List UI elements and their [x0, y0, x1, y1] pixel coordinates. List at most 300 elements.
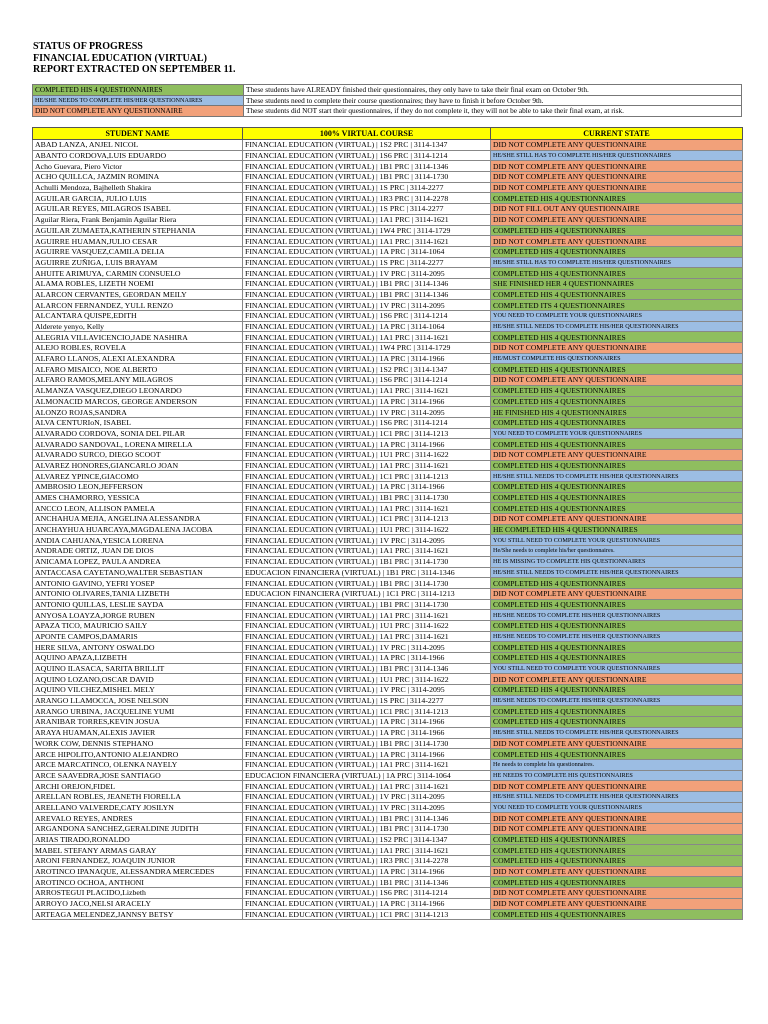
- state-cell: YOU NEED TO COMPLETE YOUR QUESTIONNAIRES: [491, 311, 743, 322]
- state-cell: HE COMPLETED HIS 4 QUESTIONNAIRES: [491, 524, 743, 535]
- student-name-cell: ALEJO ROBLES, ROVELA: [33, 343, 243, 354]
- course-cell: FINANCIAL EDUCATION (VIRTUAL) | 1U1 PRC | 3114-1622: [243, 620, 491, 631]
- state-cell: YOU STILL NEED TO COMPLETE YOUR QUESTIONNAIRES: [491, 535, 743, 546]
- course-cell: FINANCIAL EDUCATION (VIRTUAL) | 1U1 PRC | 3114-1622: [243, 449, 491, 460]
- column-header-course: 100% VIRTUAL COURSE: [243, 128, 491, 140]
- table-row: [33, 364, 743, 375]
- legend-label: DID NOT COMPLETE ANY QUESTIONNAIRE: [33, 106, 244, 117]
- table-row: [33, 353, 743, 364]
- course-cell: FINANCIAL EDUCATION (VIRTUAL) | 1A PRC | 3114-1064: [243, 321, 491, 332]
- table-row: [33, 685, 743, 696]
- state-cell: DID NOT COMPLETE ANY QUESTIONNAIRE: [491, 172, 743, 183]
- course-cell: FINANCIAL EDUCATION (VIRTUAL) | 1B1 PRC | 3114-1730: [243, 578, 491, 589]
- table-row: [33, 898, 743, 909]
- student-name-cell: AQUINO APAZA,LIZBETH: [33, 653, 243, 664]
- course-cell: FINANCIAL EDUCATION (VIRTUAL) | 1C1 PRC | 3114-1213: [243, 514, 491, 525]
- student-name-cell: ARELLAN ROBLES, JEANETH FIORELLA: [33, 791, 243, 802]
- state-cell: HE/SHE NEEDS TO COMPLETE HIS/HER QUESTIONNAIRES: [491, 610, 743, 621]
- student-name-cell: ANCHAHUA MEJIA, ANGELINA ALESSANDRA: [33, 514, 243, 525]
- state-cell: DID NOT COMPLETE ANY QUESTIONNAIRE: [491, 236, 743, 247]
- state-cell: COMPLETED HIS 4 QUESTIONNAIRES: [491, 877, 743, 888]
- table-row: [33, 802, 743, 813]
- table-row: [33, 749, 743, 760]
- state-cell: DID NOT FILL OUT ANY QUESTIONNAIRE: [491, 204, 743, 215]
- table-row: [33, 428, 743, 439]
- course-cell: FINANCIAL EDUCATION (VIRTUAL) | 1A1 PRC | 3114-1621: [243, 236, 491, 247]
- student-name-cell: ALFARO LLANOS, ALEXI ALEXANDRA: [33, 353, 243, 364]
- course-cell: FINANCIAL EDUCATION (VIRTUAL) | 1C1 PRC | 3114-1213: [243, 706, 491, 717]
- student-name-cell: ANCCO LEON, ALLISON PAMELA: [33, 503, 243, 514]
- state-cell: COMPLETED HIS 4 QUESTIONNAIRES: [491, 460, 743, 471]
- table-row: [33, 834, 743, 845]
- table-row: [33, 204, 743, 215]
- table-row: [33, 556, 743, 567]
- course-cell: FINANCIAL EDUCATION (VIRTUAL) | 1C1 PRC | 3114-1213: [243, 471, 491, 482]
- column-header-current-state: CURRENT STATE: [491, 128, 743, 140]
- course-cell: FINANCIAL EDUCATION (VIRTUAL) | 1S6 PRC | 3114-1214: [243, 311, 491, 322]
- state-cell: DID NOT COMPLETE ANY QUESTIONNAIRE: [491, 375, 743, 386]
- table-row: [33, 791, 743, 802]
- table-row: [33, 845, 743, 856]
- table-row: [33, 706, 743, 717]
- legend-table: [32, 84, 742, 117]
- legend-row: [33, 85, 742, 96]
- state-cell: HE NEEDS TO COMPLETE HIS QUESTIONNAIRES: [491, 770, 743, 781]
- state-cell: COMPLETED HIS 4 QUESTIONNAIRES: [491, 620, 743, 631]
- student-name-cell: ALCANTARA QUISPE,EDITH: [33, 311, 243, 322]
- table-row: [33, 385, 743, 396]
- course-cell: FINANCIAL EDUCATION (VIRTUAL) | 1S PRC | 3114-2277: [243, 182, 491, 193]
- course-cell: FINANCIAL EDUCATION (VIRTUAL) | 1C1 PRC | 3114-1213: [243, 428, 491, 439]
- state-cell: HE/MUST COMPLETE HIS QUESTIONNAIRES: [491, 353, 743, 364]
- table-row: [33, 674, 743, 685]
- course-cell: FINANCIAL EDUCATION (VIRTUAL) | 1A PRC | 3114-1966: [243, 439, 491, 450]
- student-name-cell: MABEL STEFANY ARMAS GARAY: [33, 845, 243, 856]
- course-cell: FINANCIAL EDUCATION (VIRTUAL) | 1B1 PRC | 3114-1730: [243, 824, 491, 835]
- state-cell: COMPLETED HIS 4 QUESTIONNAIRES: [491, 193, 743, 204]
- table-row: [33, 695, 743, 706]
- student-name-cell: AQUINO VILCHEZ,MISHEL MELY: [33, 685, 243, 696]
- student-name-cell: ARTEAGA MELENDEZ,JANNSY BETSY: [33, 909, 243, 920]
- state-cell: HE/SHE STILL NEEDS TO COMPLETE HIS/HER QUESTIONNAIRES: [491, 727, 743, 738]
- course-cell: FINANCIAL EDUCATION (VIRTUAL) | 1A1 PRC | 3114-1621: [243, 214, 491, 225]
- table-row: [33, 503, 743, 514]
- student-name-cell: ARCE MARCATINCO, OLENKA NAYELY: [33, 759, 243, 770]
- course-cell: FINANCIAL EDUCATION (VIRTUAL) | 1A1 PRC | 3114-1621: [243, 460, 491, 471]
- course-cell: FINANCIAL EDUCATION (VIRTUAL) | 1A1 PRC | 3114-1621: [243, 610, 491, 621]
- state-cell: HE/SHE STILL NEEDS TO COMPLETE HIS/HER QUESTIONNAIRES: [491, 321, 743, 332]
- table-row: [33, 246, 743, 257]
- state-cell: HE/SHE STILL NEEDS TO COMPLETE HIS/HER QUESTIONNAIRES: [491, 471, 743, 482]
- student-name-cell: ARCHI OREJON,FIDEL: [33, 781, 243, 792]
- student-name-cell: ANDIA CAHUANA,YESICA LORENA: [33, 535, 243, 546]
- course-cell: FINANCIAL EDUCATION (VIRTUAL) | 1R3 PRC | 3114-2278: [243, 856, 491, 867]
- course-cell: EDUCACION FINANCIERA (VIRTUAL) | 1A PRC | 3114-1064: [243, 770, 491, 781]
- student-name-cell: AQUINO LOZANO,OSCAR DAVID: [33, 674, 243, 685]
- student-name-cell: AGUIRRE HUAMAN,JULIO CESAR: [33, 236, 243, 247]
- state-cell: YOU STILL NEED TO COMPLETE YOUR QUESTIONNAIRES: [491, 663, 743, 674]
- state-cell: COMPLETED HIS 4 QUESTIONNAIRES: [491, 642, 743, 653]
- students-table: [32, 127, 743, 920]
- state-cell: DID NOT COMPLETE ANY QUESTIONNAIRE: [491, 738, 743, 749]
- student-name-cell: ARCE SAAVEDRA,JOSE SANTIAGO: [33, 770, 243, 781]
- state-cell: COMPLETED HIS 4 QUESTIONNAIRES: [491, 385, 743, 396]
- course-cell: FINANCIAL EDUCATION (VIRTUAL) | 1B1 PRC | 3114-1730: [243, 172, 491, 183]
- course-cell: FINANCIAL EDUCATION (VIRTUAL) | 1B1 PRC | 3114-1730: [243, 556, 491, 567]
- student-name-cell: ALARCON CERVANTES, GEORDAN MEILY: [33, 289, 243, 300]
- column-header-student-name: STUDENT NAME: [33, 128, 243, 140]
- table-row: [33, 824, 743, 835]
- state-cell: COMPLETED HIS 4 QUESTIONNAIRES: [491, 268, 743, 279]
- student-name-cell: Acho Guevara, Piero Victor: [33, 161, 243, 172]
- table-row: [33, 343, 743, 354]
- state-cell: COMPLETED HIS 4 QUESTIONNAIRES: [491, 482, 743, 493]
- table-row: [33, 717, 743, 728]
- table-row: [33, 214, 743, 225]
- course-cell: FINANCIAL EDUCATION (VIRTUAL) | 1A PRC | 3114-1966: [243, 866, 491, 877]
- student-name-cell: ALAMA ROBLES, LIZETH NOEMI: [33, 278, 243, 289]
- state-cell: COMPLETED HIS 4 QUESTIONNAIRES: [491, 225, 743, 236]
- student-name-cell: ALVAREZ YPINCE,GIACOMO: [33, 471, 243, 482]
- table-row: [33, 150, 743, 161]
- student-name-cell: APAZA TICO, MAURICIO SAILY: [33, 620, 243, 631]
- state-cell: HE FINISHED HIS 4 QUESTIONNAIRES: [491, 407, 743, 418]
- table-row: [33, 546, 743, 557]
- course-cell: FINANCIAL EDUCATION (VIRTUAL) | 1A1 PRC | 3114-1621: [243, 759, 491, 770]
- table-row: [33, 278, 743, 289]
- student-name-cell: Aguilar Riera, Frank Benjamin Aguilar Riera: [33, 214, 243, 225]
- state-cell: DID NOT COMPLETE ANY QUESTIONNAIRE: [491, 781, 743, 792]
- table-row: [33, 866, 743, 877]
- student-name-cell: ALVARADO SANDOVAL, LORENA MIRELLA: [33, 439, 243, 450]
- student-name-cell: AHUITE ARIMUYA, CARMIN CONSUELO: [33, 268, 243, 279]
- legend-label: HE/SHE NEEDS TO COMPLETE HIS/HER QUESTIONNAIRES: [33, 95, 244, 106]
- state-cell: DID NOT COMPLETE ANY QUESTIONNAIRE: [491, 898, 743, 909]
- student-name-cell: ANICAMA LOPEZ, PAULA ANDREA: [33, 556, 243, 567]
- state-cell: DID NOT COMPLETE ANY QUESTIONNAIRE: [491, 824, 743, 835]
- state-cell: COMPLETED HIS 4 QUESTIONNAIRES: [491, 685, 743, 696]
- student-name-cell: ALEGRIA VILLAVICENCIO,JADE NASHIRA: [33, 332, 243, 343]
- table-row: [33, 888, 743, 899]
- student-name-cell: ANTACCASA CAYETANO,WALTER SEBASTIAN: [33, 567, 243, 578]
- student-name-cell: ALVARADO SURCO, DIEGO SCOOT: [33, 449, 243, 460]
- student-name-cell: AGUILAR REYES, MILAGROS ISABEL: [33, 204, 243, 215]
- course-cell: FINANCIAL EDUCATION (VIRTUAL) | 1A PRC | 3114-1966: [243, 727, 491, 738]
- state-cell: DID NOT COMPLETE ANY QUESTIONNAIRE: [491, 343, 743, 354]
- report-header: [33, 41, 236, 76]
- student-name-cell: ALVARADO CORDOVA, SONIA DEL PILAR: [33, 428, 243, 439]
- course-cell: FINANCIAL EDUCATION (VIRTUAL) | 1W4 PRC | 3114-1729: [243, 343, 491, 354]
- student-name-cell: ARIAS TIRADO,RONALDO: [33, 834, 243, 845]
- course-cell: FINANCIAL EDUCATION (VIRTUAL) | 1V PRC | 3114-2095: [243, 300, 491, 311]
- course-cell: FINANCIAL EDUCATION (VIRTUAL) | 1V PRC | 3114-2095: [243, 407, 491, 418]
- student-name-cell: ARONI FERNANDEZ, JOAQUIN JUNIOR: [33, 856, 243, 867]
- student-name-cell: AROTINCO OCHOA, ANTHONI: [33, 877, 243, 888]
- table-row: [33, 781, 743, 792]
- student-name-cell: Alderete yenyo, Kelly: [33, 321, 243, 332]
- course-cell: FINANCIAL EDUCATION (VIRTUAL) | 1A1 PRC | 3114-1621: [243, 546, 491, 557]
- table-row: [33, 663, 743, 674]
- table-row: [33, 161, 743, 172]
- table-row: [33, 289, 743, 300]
- state-cell: DID NOT COMPLETE ANY QUESTIONNAIRE: [491, 588, 743, 599]
- table-row: [33, 172, 743, 183]
- student-name-cell: ANTONIO QUILLAS, LESLIE SAYDA: [33, 599, 243, 610]
- table-row: [33, 375, 743, 386]
- state-cell: DID NOT COMPLETE ANY QUESTIONNAIRE: [491, 449, 743, 460]
- table-row: [33, 311, 743, 322]
- table-row: [33, 567, 743, 578]
- state-cell: COMPLETED HIS 4 QUESTIONNAIRES: [491, 653, 743, 664]
- state-cell: COMPLETED HIS 4 QUESTIONNAIRES: [491, 845, 743, 856]
- table-row: [33, 482, 743, 493]
- course-cell: FINANCIAL EDUCATION (VIRTUAL) | 1U1 PRC | 3114-1622: [243, 674, 491, 685]
- course-cell: FINANCIAL EDUCATION (VIRTUAL) | 1B1 PRC | 3114-1346: [243, 161, 491, 172]
- course-cell: FINANCIAL EDUCATION (VIRTUAL) | 1A1 PRC | 3114-1621: [243, 631, 491, 642]
- state-cell: DID NOT COMPLETE ANY QUESTIONNAIRE: [491, 214, 743, 225]
- table-row: [33, 578, 743, 589]
- student-name-cell: AMES CHAMORRO, YESSICA: [33, 492, 243, 503]
- course-cell: FINANCIAL EDUCATION (VIRTUAL) | 1V PRC | 3114-2095: [243, 791, 491, 802]
- student-name-cell: AREVALO REYES, ANDRES: [33, 813, 243, 824]
- state-cell: COMPLETED HIS 4 QUESTIONNAIRES: [491, 289, 743, 300]
- legend-description: These students did NOT start their questionnaires, if they do not complete it, they will not be able to take their final exam, at risk.: [244, 106, 742, 117]
- student-name-cell: ABANTO CORDOVA,LUIS EDUARDO: [33, 150, 243, 161]
- table-row: [33, 460, 743, 471]
- state-cell: COMPLETED HIS 4 QUESTIONNAIRES: [491, 856, 743, 867]
- course-cell: FINANCIAL EDUCATION (VIRTUAL) | 1B1 PRC | 3114-1346: [243, 877, 491, 888]
- state-cell: HE/SHE STILL HAS TO COMPLETE HIS/HER QUESTIONNAIRES: [491, 150, 743, 161]
- course-cell: FINANCIAL EDUCATION (VIRTUAL) | 1A PRC | 3114-1064: [243, 246, 491, 257]
- state-cell: HE IS MISSING TO COMPLETE HIS QUESTIONNAIRES: [491, 556, 743, 567]
- table-row: [33, 439, 743, 450]
- state-cell: HE/SHE NEEDS TO COMPLETE HIS/HER QUESTIONNAIRES: [491, 695, 743, 706]
- legend-row: [33, 95, 742, 106]
- state-cell: COMPLETED HIS 4 QUESTIONNAIRES: [491, 706, 743, 717]
- table-row: [33, 535, 743, 546]
- course-cell: FINANCIAL EDUCATION (VIRTUAL) | 1B1 PRC | 3114-1346: [243, 663, 491, 674]
- state-cell: HE/SHE STILL HAS TO COMPLETE HIS/HER QUESTIONNAIRES: [491, 257, 743, 268]
- course-cell: FINANCIAL EDUCATION (VIRTUAL) | 1S6 PRC | 3114-1214: [243, 375, 491, 386]
- table-row: [33, 653, 743, 664]
- state-cell: COMPLETED HIS 4 QUESTIONNAIRES: [491, 503, 743, 514]
- table-row: [33, 193, 743, 204]
- state-cell: COMPLETED HIS 4 QUESTIONNAIRES: [491, 834, 743, 845]
- student-name-cell: ARROYO JACO,NELSI ARACELY: [33, 898, 243, 909]
- student-name-cell: ARANGO LLAMOCCA, JOSE NELSON: [33, 695, 243, 706]
- course-cell: FINANCIAL EDUCATION (VIRTUAL) | 1A PRC | 3114-1966: [243, 653, 491, 664]
- table-row: [33, 257, 743, 268]
- course-cell: FINANCIAL EDUCATION (VIRTUAL) | 1B1 PRC | 3114-1730: [243, 599, 491, 610]
- table-row: [33, 225, 743, 236]
- course-cell: FINANCIAL EDUCATION (VIRTUAL) | 1A1 PRC | 3114-1621: [243, 845, 491, 856]
- course-cell: FINANCIAL EDUCATION (VIRTUAL) | 1A PRC | 3114-1966: [243, 353, 491, 364]
- course-cell: FINANCIAL EDUCATION (VIRTUAL) | 1A PRC | 3114-1966: [243, 898, 491, 909]
- course-cell: FINANCIAL EDUCATION (VIRTUAL) | 1V PRC | 3114-2095: [243, 268, 491, 279]
- student-name-cell: ACHO QUILLCA, JAZMIN ROMINA: [33, 172, 243, 183]
- student-name-cell: ALONZO ROJAS,SANDRA: [33, 407, 243, 418]
- course-cell: FINANCIAL EDUCATION (VIRTUAL) | 1U1 PRC | 3114-1622: [243, 524, 491, 535]
- student-name-cell: ANDRADE ORTIZ, JUAN DE DIOS: [33, 546, 243, 557]
- state-cell: DID NOT COMPLETE ANY QUESTIONNAIRE: [491, 888, 743, 899]
- course-cell: FINANCIAL EDUCATION (VIRTUAL) | 1C1 PRC | 3114-1213: [243, 909, 491, 920]
- table-row: [33, 631, 743, 642]
- state-cell: He needs to complete his questionnaires.: [491, 759, 743, 770]
- student-name-cell: ANTONIO OLIVARES,TANIA LIZBETH: [33, 588, 243, 599]
- course-cell: FINANCIAL EDUCATION (VIRTUAL) | 1S6 PRC | 3114-1214: [243, 888, 491, 899]
- table-row: [33, 449, 743, 460]
- student-name-cell: ALVA CENTURIoN, ISABEL: [33, 417, 243, 428]
- student-name-cell: WORK COW, DENNIS STEPHANO: [33, 738, 243, 749]
- student-name-cell: ARANIBAR TORRES,KEVIN JOSUA: [33, 717, 243, 728]
- state-cell: COMPLETED HIS 4 QUESTIONNAIRES: [491, 578, 743, 589]
- student-name-cell: AGUILAR GARCIA, JULIO LUIS: [33, 193, 243, 204]
- table-row: [33, 738, 743, 749]
- table-row: [33, 417, 743, 428]
- table-row: [33, 492, 743, 503]
- state-cell: COMPLETED HIS 4 QUESTIONNAIRES: [491, 599, 743, 610]
- state-cell: COMPLETED HIS 4 QUESTIONNAIRES: [491, 332, 743, 343]
- state-cell: DID NOT COMPLETE ANY QUESTIONNAIRE: [491, 813, 743, 824]
- course-cell: FINANCIAL EDUCATION (VIRTUAL) | 1V PRC | 3114-2095: [243, 685, 491, 696]
- state-cell: DID NOT COMPLETE ANY QUESTIONNAIRE: [491, 866, 743, 877]
- state-cell: COMPLETED HIS 4 QUESTIONNAIRES: [491, 492, 743, 503]
- course-cell: FINANCIAL EDUCATION (VIRTUAL) | 1B1 PRC | 3114-1346: [243, 289, 491, 300]
- table-row: [33, 236, 743, 247]
- state-cell: DID NOT COMPLETE ANY QUESTIONNAIRE: [491, 161, 743, 172]
- table-row: [33, 140, 743, 151]
- table-row: [33, 856, 743, 867]
- course-cell: FINANCIAL EDUCATION (VIRTUAL) | 1S2 PRC | 3114-1347: [243, 834, 491, 845]
- student-name-cell: AGUIRRE VASQUEZ,CAMILA DELIA: [33, 246, 243, 257]
- student-name-cell: ANYOSA LOAYZA,JORGE RUBEN: [33, 610, 243, 621]
- table-row: [33, 332, 743, 343]
- student-name-cell: AGUIRRE ZUÑIGA, LUIS BRAYAM: [33, 257, 243, 268]
- state-cell: DID NOT COMPLETE ANY QUESTIONNAIRE: [491, 674, 743, 685]
- legend-description: These students have ALREADY finished their questionnaires, they only have to take their final exam on October 9th.: [244, 85, 742, 96]
- table-row: [33, 610, 743, 621]
- course-cell: EDUCACION FINANCIERA (VIRTUAL) | 1B1 PRC | 3114-1346: [243, 567, 491, 578]
- course-cell: FINANCIAL EDUCATION (VIRTUAL) | 1B1 PRC | 3114-1346: [243, 813, 491, 824]
- table-row: [33, 268, 743, 279]
- student-name-cell: AQUINO ILASACA, SARITA BRILLIT: [33, 663, 243, 674]
- table-row: [33, 877, 743, 888]
- state-cell: COMPLETED HIS 4 QUESTIONNAIRES: [491, 396, 743, 407]
- course-cell: FINANCIAL EDUCATION (VIRTUAL) | 1A PRC | 3114-1966: [243, 749, 491, 760]
- state-cell: YOU NEED TO COMPLETE YOUR QUESTIONNAIRES: [491, 802, 743, 813]
- state-cell: COMPLETED HIS 4 QUESTIONNAIRES: [491, 439, 743, 450]
- course-cell: FINANCIAL EDUCATION (VIRTUAL) | 1B1 PRC | 3114-1730: [243, 492, 491, 503]
- course-cell: FINANCIAL EDUCATION (VIRTUAL) | 1V PRC | 3114-2095: [243, 535, 491, 546]
- course-cell: FINANCIAL EDUCATION (VIRTUAL) | 1S PRC | 3114-2277: [243, 257, 491, 268]
- table-row: [33, 759, 743, 770]
- student-name-cell: ALMANZA VASQUEZ,DIEGO LEONARDO: [33, 385, 243, 396]
- course-cell: FINANCIAL EDUCATION (VIRTUAL) | 1S2 PRC | 3114-1347: [243, 140, 491, 151]
- state-cell: COMPLETED HIS 4 QUESTIONNAIRES: [491, 364, 743, 375]
- table-row: [33, 321, 743, 332]
- course-cell: FINANCIAL EDUCATION (VIRTUAL) | 1W4 PRC | 3114-1729: [243, 225, 491, 236]
- course-cell: FINANCIAL EDUCATION (VIRTUAL) | 1R3 PRC | 3114-2278: [243, 193, 491, 204]
- student-name-cell: ANCHAYHUA HUARCAYA,MAGDALENA JACOBA: [33, 524, 243, 535]
- table-row: [33, 524, 743, 535]
- legend-description: These students need to complete their course questionnaires; they have to finish it before October 9th.: [244, 95, 742, 106]
- course-title: FINANCIAL EDUCATION (VIRTUAL): [33, 52, 207, 64]
- table-row: [33, 909, 743, 920]
- state-cell: HE/SHE STILL NEEDS TO COMPLETE HIS/HER QUESTIONNAIRES: [491, 791, 743, 802]
- course-cell: FINANCIAL EDUCATION (VIRTUAL) | 1V PRC | 3114-2095: [243, 642, 491, 653]
- course-cell: FINANCIAL EDUCATION (VIRTUAL) | 1S2 PRC | 3114-1347: [243, 364, 491, 375]
- student-name-cell: HERE SILVA, ANTONY OSWALDO: [33, 642, 243, 653]
- student-name-cell: ALMONACID MARCOS, GEORGE ANDERSON: [33, 396, 243, 407]
- course-cell: FINANCIAL EDUCATION (VIRTUAL) | 1S PRC | 3114-2277: [243, 695, 491, 706]
- state-cell: HE/SHE NEEDS TO COMPLETE HIS/HER QUESTIONNAIRES: [491, 631, 743, 642]
- course-cell: EDUCACION FINANCIERA (VIRTUAL) | 1C1 PRC | 3114-1213: [243, 588, 491, 599]
- student-name-cell: ARAYA HUAMAN,ALEXIS JAVIER: [33, 727, 243, 738]
- table-row: [33, 642, 743, 653]
- table-row: [33, 514, 743, 525]
- state-cell: COMPLETED HIS 4 QUESTIONNAIRES: [491, 417, 743, 428]
- table-row: [33, 396, 743, 407]
- state-cell: YOU NEED TO COMPLETE YOUR QUESTIONNAIRES: [491, 428, 743, 439]
- course-cell: FINANCIAL EDUCATION (VIRTUAL) | 1S6 PRC | 3114-1214: [243, 150, 491, 161]
- state-cell: COMPLETED HIS 4 QUESTIONNAIRES: [491, 909, 743, 920]
- course-cell: FINANCIAL EDUCATION (VIRTUAL) | 1S PRC | 3114-2277: [243, 204, 491, 215]
- course-cell: FINANCIAL EDUCATION (VIRTUAL) | 1A1 PRC | 3114-1621: [243, 781, 491, 792]
- course-cell: FINANCIAL EDUCATION (VIRTUAL) | 1S6 PRC | 3114-1214: [243, 417, 491, 428]
- state-cell: COMPLETED HIS 4 QUESTIONNAIRES: [491, 749, 743, 760]
- student-name-cell: ARGANDONA SANCHEZ,GERALDINE JUDITH: [33, 824, 243, 835]
- table-row: [33, 770, 743, 781]
- student-name-cell: ARELLANO VALVERDE,CATY JOSILYN: [33, 802, 243, 813]
- student-name-cell: ARROSTEGUI PLACIDO,Lizbeth: [33, 888, 243, 899]
- table-row: [33, 300, 743, 311]
- state-cell: DID NOT COMPLETE ANY QUESTIONNAIRE: [491, 182, 743, 193]
- student-name-cell: ALFARO MISAICO, NOE ALBERTO: [33, 364, 243, 375]
- course-cell: FINANCIAL EDUCATION (VIRTUAL) | 1A PRC | 3114-1966: [243, 396, 491, 407]
- course-cell: FINANCIAL EDUCATION (VIRTUAL) | 1A1 PRC | 3114-1621: [243, 503, 491, 514]
- state-cell: COMPLETED HIS 4 QUESTIONNAIRES: [491, 717, 743, 728]
- legend-label: COMPLETED HIS 4 QUESTIONNAIRES: [33, 85, 244, 96]
- course-cell: FINANCIAL EDUCATION (VIRTUAL) | 1A1 PRC | 3114-1621: [243, 385, 491, 396]
- table-header-row: [33, 128, 743, 140]
- course-cell: FINANCIAL EDUCATION (VIRTUAL) | 1A PRC | 3114-1966: [243, 482, 491, 493]
- table-row: [33, 182, 743, 193]
- student-name-cell: AROTINCO IPANAQUE, ALESSANDRA MERCEDES: [33, 866, 243, 877]
- course-cell: FINANCIAL EDUCATION (VIRTUAL) | 1B1 PRC | 3114-1346: [243, 278, 491, 289]
- legend-row: [33, 106, 742, 117]
- student-name-cell: ABAD LANZA, ANJEL NICOL: [33, 140, 243, 151]
- state-cell: SHE FINISHED HER 4 QUESTIONNAIRES: [491, 278, 743, 289]
- state-cell: HE/SHE STILL NEEDS TO COMPLETE HIS/HER QUESTIONNAIRES: [491, 567, 743, 578]
- table-row: [33, 727, 743, 738]
- state-cell: He/She needs to complete his/her questionnaires.: [491, 546, 743, 557]
- state-cell: DID NOT COMPLETE ANY QUESTIONNAIRE: [491, 140, 743, 151]
- table-row: [33, 620, 743, 631]
- student-name-cell: Achulli Mendoza, Bajhelleth Shakira: [33, 182, 243, 193]
- table-row: [33, 599, 743, 610]
- course-cell: FINANCIAL EDUCATION (VIRTUAL) | 1A1 PRC | 3114-1621: [243, 332, 491, 343]
- report-date: REPORT EXTRACTED ON SEPTEMBER 11.: [33, 64, 236, 75]
- state-cell: COMPLETED HIS 4 QUESTIONNAIRES: [491, 246, 743, 257]
- table-row: [33, 813, 743, 824]
- course-cell: FINANCIAL EDUCATION (VIRTUAL) | 1A PRC | 3114-1966: [243, 717, 491, 728]
- state-cell: COMPLETED ITS 4 QUESTIONNAIRES: [491, 300, 743, 311]
- student-name-cell: ALFARO RAMOS,MELANY MILAGROS: [33, 375, 243, 386]
- state-cell: DID NOT COMPLETE ANY QUESTIONNAIRE: [491, 514, 743, 525]
- student-name-cell: ANTONIO GAVINO, YEFRI YOSEP: [33, 578, 243, 589]
- course-cell: FINANCIAL EDUCATION (VIRTUAL) | 1V PRC | 3114-2095: [243, 802, 491, 813]
- table-row: [33, 471, 743, 482]
